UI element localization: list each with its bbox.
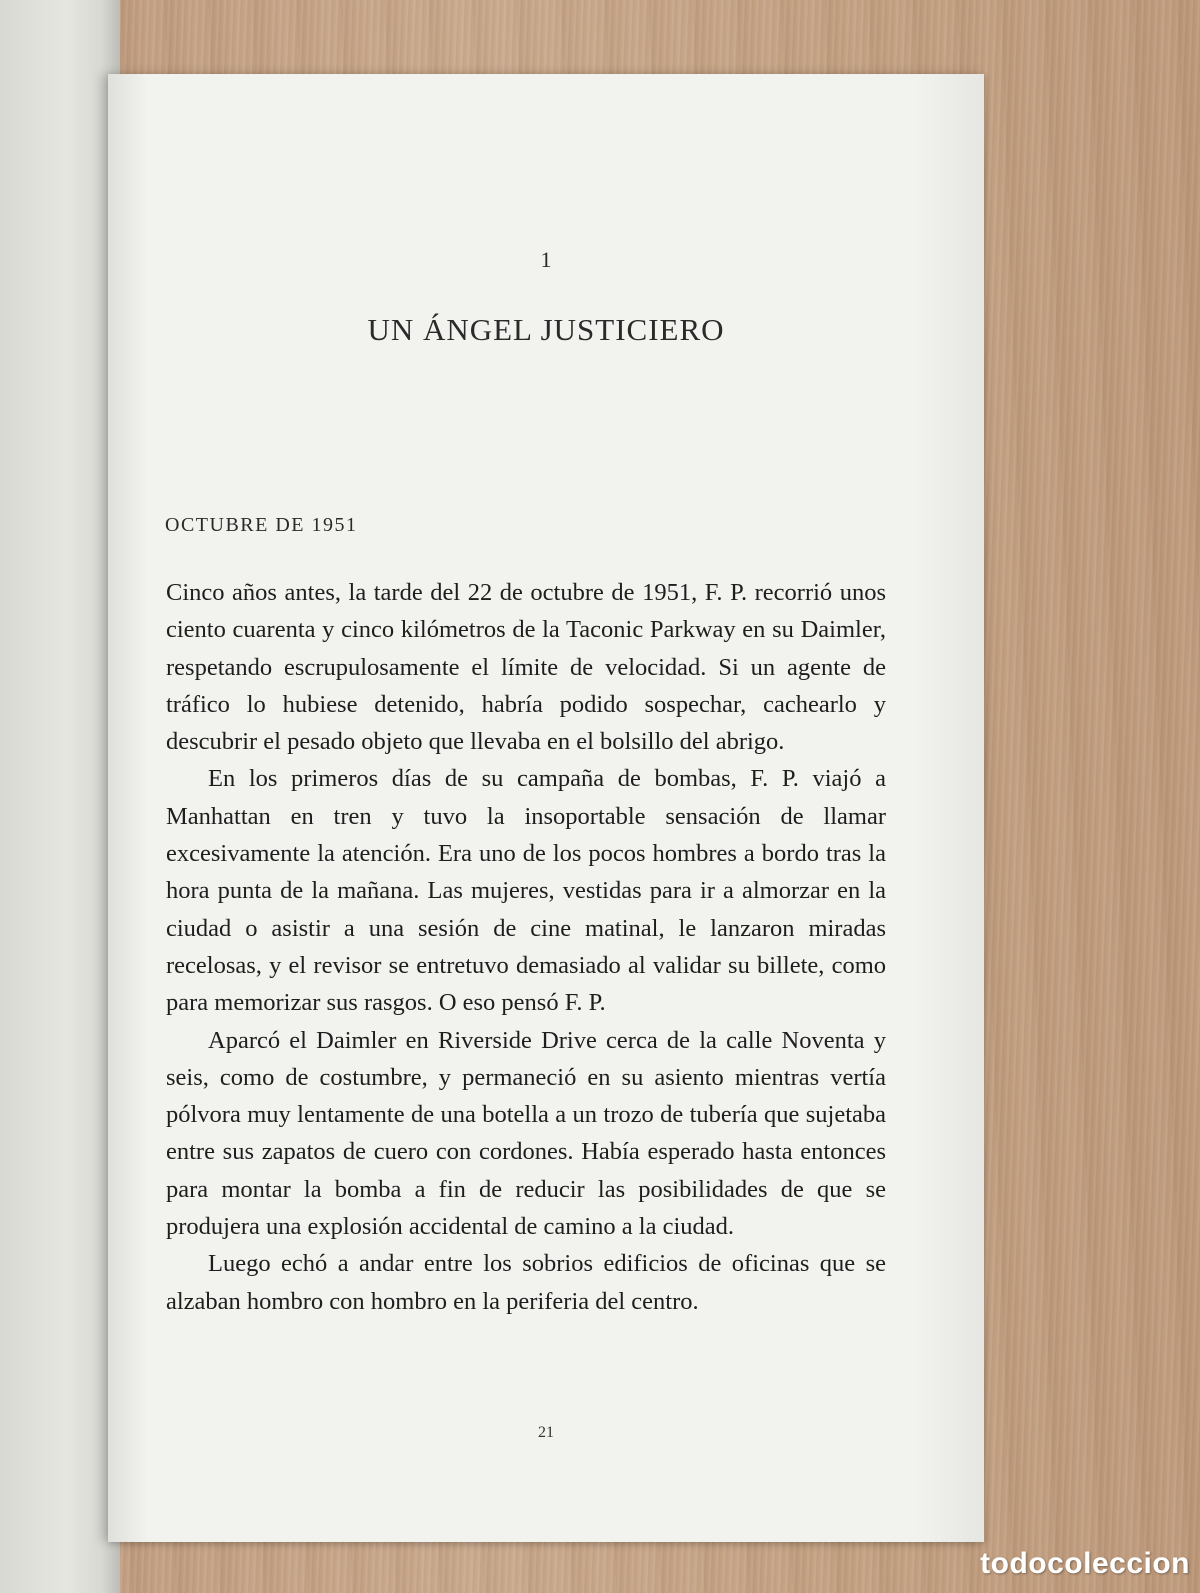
paragraph: Aparcó el Daimler en Riverside Drive cerca de la calle Noventa y seis, como de costumbre, y permaneció en su asiento mientras vertía pólvora muy lentamente de una botella a un trozo de tubería que sujetaba entre sus zapatos de cuero con cordones. Había esperado hasta entonces para montar la bomba a fin de reducir las posibilidades de que se produjera una explosión accidental de camino a la ciudad. <box>166 1026 886 1241</box>
section-date: OCTUBRE DE 1951 <box>165 514 358 536</box>
chapter-title: UN ÁNGEL JUSTICIERO <box>367 312 725 347</box>
paragraph: En los primeros días de su campaña de bombas, F. P. viajó a Manhattan en tren y tuvo la insoportable sensación de llamar excesivamente la atención. Era uno de los pocos hombres a bordo tras la hora punta de la mañana. Las mujeres, vestidas para ir a almorzar en la ciudad o asistir a una sesión de cine matinal, le lanzaron miradas recelosas, y el revisor se entretuvo demasiado al validar su billete, como para memorizar sus rasgos. O eso pensó F. P. <box>166 765 886 1017</box>
book-page <box>108 74 984 1542</box>
page-number: 21 <box>538 1424 554 1441</box>
watermark-logo: todocoleccion <box>980 1547 1190 1580</box>
body-text <box>166 574 886 1320</box>
paragraph: Cinco años antes, la tarde del 22 de octubre de 1951, F. P. recorrió unos ciento cuarenta y cinco kilómetros de la Taconic Parkway en su Daimler, respetando escrupulosamente el límite de velocidad. Si un agente de tráfico lo hubiese detenido, habría podido sospechar, cachearlo y descubrir el pesado objeto que llevaba en el bolsillo del abrigo. <box>166 579 886 756</box>
chapter-number: 1 <box>540 247 552 272</box>
left-page-edge <box>0 0 120 1593</box>
paragraph: Luego echó a andar entre los sobrios edificios de oficinas que se alzaban hombro con hombro en la periferia del centro. <box>166 1250 886 1315</box>
